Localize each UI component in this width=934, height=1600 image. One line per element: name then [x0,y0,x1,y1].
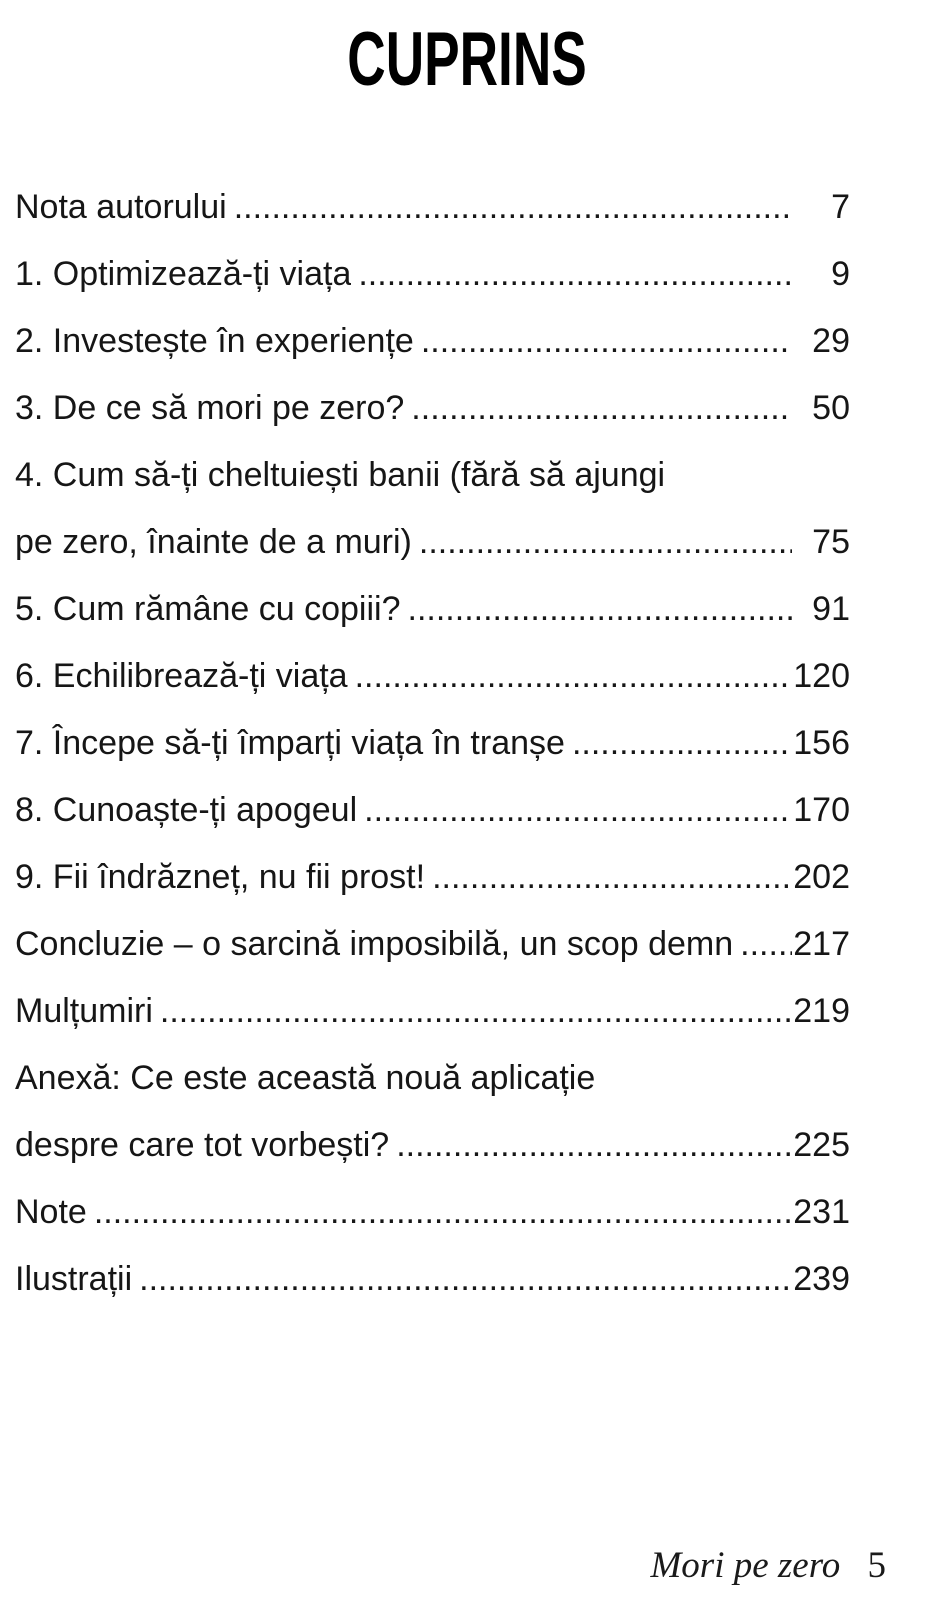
toc-entry [15,844,850,911]
toc-entry [15,911,850,978]
dot-leader [227,174,792,241]
dot-leader [412,509,792,576]
toc-entry-page-number: 239 [793,1260,850,1298]
toc-entry-page-number: 219 [793,992,850,1030]
toc-entry-label: 3. De ce să mori pe zero? [15,389,405,427]
toc-entry [15,978,850,1045]
toc-entry-page-number: 202 [793,858,850,896]
toc-entry-page-number: 7 [831,188,850,226]
toc-entry-page-number: 217 [793,925,850,963]
toc-entry-label: Ilustrații [15,1260,133,1298]
dot-leader [425,844,792,911]
dot-leader [389,1112,792,1179]
toc-entry-label: Concluzie – o sarcină imposibilă, un scop demn [15,925,734,963]
toc-entry-label: 2. Investește în experiențe [15,322,414,360]
toc-entry-label: Anexă: Ce este această nouă aplicație [15,1059,596,1097]
dot-leader [404,375,792,442]
dot-leader [357,777,792,844]
toc-entry-label: 7. Începe să-ți împarți viața în tranșe [15,724,565,762]
toc-list [15,174,850,1313]
footer-page-number: 5 [867,1545,886,1586]
toc-entry-label: 5. Cum rămâne cu copiii? [15,590,401,628]
toc-entry [15,710,850,777]
toc-entry-page-number: 156 [793,724,850,762]
toc-entry [15,509,850,576]
toc-entry-page-number: 50 [812,389,850,427]
dot-leader [401,576,792,643]
toc-entry-label: pe zero, înainte de a muri) [15,523,412,561]
toc-entry [15,308,850,375]
dot-leader [348,643,792,710]
toc-entry-label: 1. Optimizează-ți viața [15,255,352,293]
toc-entry-page-number: 225 [793,1126,850,1164]
toc-entry [15,576,850,643]
page-title [0,17,934,102]
toc-entry-label: Note [15,1193,87,1231]
toc-entry [15,375,850,442]
dot-leader [733,911,792,978]
toc-entry-page-number: 170 [793,791,850,829]
toc-entry [15,442,850,509]
dot-leader [153,978,792,1045]
dot-leader [87,1179,792,1246]
toc-entry-label: 6. Echilibrează-ți viața [15,657,348,695]
toc-entry-page-number: 120 [793,657,850,695]
toc-entry [15,777,850,844]
dot-leader [414,308,792,375]
toc-entry [15,1246,850,1313]
toc-entry-label: 4. Cum să-ți cheltuiești banii (fără să ajungi [15,456,666,494]
page-title-text: CUPRINS [347,17,587,102]
toc-entry [15,174,850,241]
toc-entry [15,241,850,308]
toc-entry-page-number: 75 [812,523,850,561]
page-footer [650,1546,886,1586]
dot-leader [351,241,792,308]
toc-entry-label: 9. Fii îndrăzneț, nu fii prost! [15,858,426,896]
toc-entry [15,643,850,710]
toc-entry-label: Mulțumiri [15,992,153,1030]
toc-entry-page-number: 91 [812,590,850,628]
toc-entry-page-number: 29 [812,322,850,360]
toc-entry-label: despre care tot vorbești? [15,1126,390,1164]
toc-entry [15,1112,850,1179]
dot-leader [132,1246,792,1313]
toc-entry-page-number: 231 [793,1193,850,1231]
toc-entry-page-number: 9 [831,255,850,293]
footer-book-title: Mori pe zero [650,1545,841,1586]
dot-leader [565,710,792,777]
toc-entry [15,1045,850,1112]
toc-entry-label: 8. Cunoaște-ți apogeul [15,791,358,829]
toc-entry-label: Nota autorului [15,188,227,226]
toc-entry [15,1179,850,1246]
